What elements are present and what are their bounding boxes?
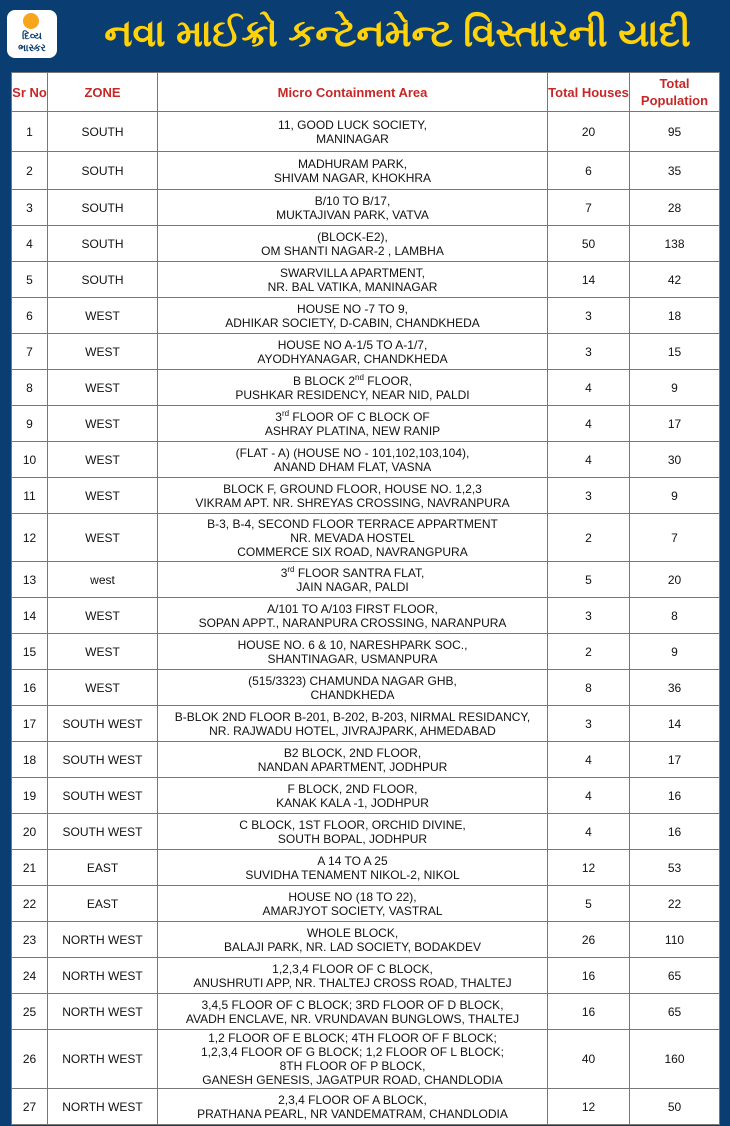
area-line: NANDAN APARTMENT, JODHPUR — [257, 759, 448, 774]
area-line: MUKTAJIVAN PARK, VATVA — [276, 207, 429, 222]
area-line: (BLOCK-E2), — [317, 229, 388, 244]
cell-total-houses: 3 — [548, 334, 630, 370]
cell-area — [158, 634, 548, 670]
cell-area — [158, 370, 548, 406]
table-row — [12, 706, 720, 742]
cell-total-houses: 4 — [548, 370, 630, 406]
column-header-total-houses: Total Houses — [548, 73, 630, 112]
cell-area — [158, 670, 548, 706]
cell-total-population: 28 — [630, 190, 720, 226]
area-line: AVADH ENCLAVE, NR. VRUNDAVAN BUNGLOWS, THALTEJ — [185, 1011, 520, 1026]
cell-total-population: 17 — [630, 742, 720, 778]
cell-total-population: 35 — [630, 152, 720, 190]
area-line: (515/3323) CHAMUNDA NAGAR GHB, — [248, 673, 457, 688]
cell-sr-no: 11 — [12, 478, 48, 514]
cell-area — [158, 334, 548, 370]
area-line: NR. RAJWADU HOTEL, JIVRAJPARK, AHMEDABAD — [209, 723, 496, 738]
cell-area — [158, 994, 548, 1030]
cell-total-population: 17 — [630, 406, 720, 442]
area-line: SHIVAM NAGAR, KHOKHRA — [273, 170, 432, 185]
area-line: GANESH GENESIS, JAGATPUR ROAD, CHANDLODIA — [202, 1073, 503, 1087]
cell-zone: WEST — [48, 514, 158, 562]
area-line: F BLOCK, 2ND FLOOR, — [287, 781, 418, 796]
area-line: B-BLOK 2ND FLOOR B-201, B-202, B-203, NIRMAL RESIDANCY, — [174, 709, 531, 724]
cell-zone: NORTH WEST — [48, 994, 158, 1030]
cell-sr-no: 19 — [12, 778, 48, 814]
cell-sr-no: 18 — [12, 742, 48, 778]
table-row — [12, 598, 720, 634]
cell-sr-no: 23 — [12, 922, 48, 958]
area-line: COMMERCE SIX ROAD, NAVRANGPURA — [237, 544, 468, 559]
cell-total-houses: 4 — [548, 742, 630, 778]
cell-area — [158, 112, 548, 152]
table-row — [12, 112, 720, 152]
cell-sr-no: 16 — [12, 670, 48, 706]
cell-area — [158, 742, 548, 778]
table-row — [12, 778, 720, 814]
column-header-sr-no: Sr No — [12, 73, 48, 112]
table-row — [12, 190, 720, 226]
table-row — [12, 370, 720, 406]
cell-zone: WEST — [48, 598, 158, 634]
cell-area — [158, 262, 548, 298]
area-line: AYODHYANAGAR, CHANDKHEDA — [257, 351, 448, 366]
area-line: 3rd FLOOR OF C BLOCK OF — [275, 408, 430, 424]
cell-zone: west — [48, 562, 158, 598]
table-row — [12, 298, 720, 334]
cell-sr-no: 14 — [12, 598, 48, 634]
cell-area — [158, 1030, 548, 1089]
cell-total-houses: 8 — [548, 670, 630, 706]
area-line: (FLAT - A) (HOUSE NO - 101,102,103,104), — [235, 445, 470, 460]
cell-area — [158, 406, 548, 442]
area-line: 8TH FLOOR OF P BLOCK, — [279, 1059, 426, 1073]
table-row — [12, 478, 720, 514]
cell-total-population: 65 — [630, 958, 720, 994]
table-row — [12, 226, 720, 262]
table-row — [12, 152, 720, 190]
cell-total-population: 22 — [630, 886, 720, 922]
cell-area — [158, 226, 548, 262]
area-line: B-3, B-4, SECOND FLOOR TERRACE APPARTMENT — [207, 516, 498, 531]
cell-zone: SOUTH — [48, 190, 158, 226]
logo-text-top: દિવ્ય — [22, 31, 42, 42]
area-line: ANAND DHAM FLAT, VASNA — [273, 459, 432, 474]
cell-zone: SOUTH — [48, 152, 158, 190]
cell-sr-no: 2 — [12, 152, 48, 190]
area-line: SHANTINAGAR, USMANPURA — [267, 651, 438, 666]
cell-zone: WEST — [48, 442, 158, 478]
cell-total-population: 9 — [630, 634, 720, 670]
divya-bhaskar-logo — [7, 10, 57, 58]
table-row — [12, 334, 720, 370]
cell-total-houses: 4 — [548, 814, 630, 850]
cell-zone: SOUTH WEST — [48, 742, 158, 778]
cell-area — [158, 190, 548, 226]
area-line: HOUSE NO -7 TO 9, — [297, 301, 408, 316]
sun-icon — [23, 13, 39, 29]
area-line: JAIN NAGAR, PALDI — [296, 579, 409, 594]
area-line: NR. MEVADA HOSTEL — [290, 530, 415, 545]
cell-area — [158, 850, 548, 886]
column-header-total-population: Total Population — [630, 73, 720, 112]
area-line: PUSHKAR RESIDENCY, NEAR NID, PALDI — [235, 387, 470, 402]
cell-total-houses: 16 — [548, 958, 630, 994]
cell-zone: NORTH WEST — [48, 1089, 158, 1125]
area-line: AMARJYOT SOCIETY, VASTRAL — [262, 903, 443, 918]
cell-total-population: 15 — [630, 334, 720, 370]
cell-zone: EAST — [48, 850, 158, 886]
table-row — [12, 958, 720, 994]
table-row — [12, 994, 720, 1030]
logo-text-bottom: ભાસ્કર — [18, 43, 46, 54]
cell-area — [158, 514, 548, 562]
cell-sr-no: 24 — [12, 958, 48, 994]
cell-total-population: 7 — [630, 514, 720, 562]
cell-total-population: 30 — [630, 442, 720, 478]
area-line: HOUSE NO (18 TO 22), — [288, 889, 417, 904]
cell-sr-no: 26 — [12, 1030, 48, 1089]
cell-zone: SOUTH — [48, 262, 158, 298]
column-header-zone: ZONE — [48, 73, 158, 112]
cell-area — [158, 478, 548, 514]
cell-sr-no: 1 — [12, 112, 48, 152]
area-line: A 14 TO A 25 — [317, 853, 388, 868]
cell-zone: NORTH WEST — [48, 922, 158, 958]
area-line: BLOCK F, GROUND FLOOR, HOUSE NO. 1,2,3 — [223, 481, 482, 496]
area-line: SOUTH BOPAL, JODHPUR — [277, 831, 428, 846]
cell-area — [158, 922, 548, 958]
cell-total-houses: 3 — [548, 706, 630, 742]
cell-total-population: 18 — [630, 298, 720, 334]
cell-area — [158, 706, 548, 742]
area-line: HOUSE NO A-1/5 TO A-1/7, — [277, 337, 428, 352]
page-title: નવા માઈક્રો કન્ટેનમેન્ટ વિસ્તારની યાદી — [104, 13, 691, 55]
cell-sr-no: 12 — [12, 514, 48, 562]
area-line: ASHRAY PLATINA, NEW RANIP — [264, 423, 441, 438]
cell-total-houses: 3 — [548, 478, 630, 514]
area-line: BALAJI PARK, NR. LAD SOCIETY, BODAKDEV — [224, 939, 481, 954]
cell-total-houses: 40 — [548, 1030, 630, 1089]
cell-zone: WEST — [48, 670, 158, 706]
cell-total-population: 42 — [630, 262, 720, 298]
cell-area — [158, 958, 548, 994]
area-line: A/101 TO A/103 FIRST FLOOR, — [267, 601, 438, 616]
cell-zone: SOUTH — [48, 226, 158, 262]
cell-total-houses: 50 — [548, 226, 630, 262]
cell-sr-no: 21 — [12, 850, 48, 886]
cell-area — [158, 886, 548, 922]
table-row — [12, 742, 720, 778]
header-bar — [0, 0, 730, 68]
area-line: C BLOCK, 1ST FLOOR, ORCHID DIVINE, — [239, 817, 466, 832]
area-line: 3rd FLOOR SANTRA FLAT, — [280, 564, 425, 580]
table-row — [12, 850, 720, 886]
table-row — [12, 670, 720, 706]
cell-area — [158, 814, 548, 850]
cell-total-houses: 5 — [548, 886, 630, 922]
table-row — [12, 406, 720, 442]
cell-total-houses: 5 — [548, 562, 630, 598]
cell-total-houses: 4 — [548, 406, 630, 442]
cell-total-houses: 2 — [548, 514, 630, 562]
cell-sr-no: 6 — [12, 298, 48, 334]
area-line: VIKRAM APT. NR. SHREYAS CROSSING, NAVRANPURA — [195, 495, 510, 510]
cell-zone: EAST — [48, 886, 158, 922]
area-line: NR. BAL VATIKA, MANINAGAR — [267, 279, 438, 294]
table-row — [12, 262, 720, 298]
cell-area — [158, 1089, 548, 1125]
table-row — [12, 814, 720, 850]
area-line: 1,2,3,4 FLOOR OF C BLOCK, — [272, 961, 433, 976]
cell-total-population: 8 — [630, 598, 720, 634]
cell-zone: WEST — [48, 478, 158, 514]
table-row — [12, 634, 720, 670]
area-line: MANINAGAR — [316, 131, 389, 146]
cell-sr-no: 8 — [12, 370, 48, 406]
cell-total-population: 20 — [630, 562, 720, 598]
cell-zone: WEST — [48, 634, 158, 670]
cell-sr-no: 7 — [12, 334, 48, 370]
cell-sr-no: 15 — [12, 634, 48, 670]
cell-zone: SOUTH WEST — [48, 814, 158, 850]
area-line: ANUSHRUTI APP, NR. THALTEJ CROSS ROAD, THALTEJ — [193, 975, 512, 990]
cell-total-population: 95 — [630, 112, 720, 152]
containment-table-container — [11, 72, 719, 1125]
cell-zone: SOUTH WEST — [48, 706, 158, 742]
table-row — [12, 514, 720, 562]
cell-total-population: 16 — [630, 778, 720, 814]
cell-sr-no: 10 — [12, 442, 48, 478]
cell-sr-no: 4 — [12, 226, 48, 262]
cell-sr-no: 13 — [12, 562, 48, 598]
cell-total-houses: 26 — [548, 922, 630, 958]
table-row — [12, 1030, 720, 1089]
column-header-area: Micro Containment Area — [158, 73, 548, 112]
cell-area — [158, 778, 548, 814]
cell-total-population: 16 — [630, 814, 720, 850]
cell-total-houses: 14 — [548, 262, 630, 298]
cell-total-houses: 4 — [548, 778, 630, 814]
cell-area — [158, 598, 548, 634]
cell-area — [158, 298, 548, 334]
area-line: WHOLE BLOCK, — [306, 925, 399, 940]
cell-total-population: 160 — [630, 1030, 720, 1089]
area-line: B BLOCK 2nd FLOOR, — [293, 372, 412, 388]
cell-zone: SOUTH WEST — [48, 778, 158, 814]
area-line: MADHURAM PARK, — [297, 156, 408, 171]
cell-area — [158, 562, 548, 598]
table-body — [12, 112, 720, 1125]
table-row — [12, 886, 720, 922]
cell-sr-no: 22 — [12, 886, 48, 922]
cell-sr-no: 25 — [12, 994, 48, 1030]
table-row — [12, 922, 720, 958]
area-line: KANAK KALA -1, JODHPUR — [276, 795, 429, 810]
cell-zone: NORTH WEST — [48, 1030, 158, 1089]
cell-total-houses: 2 — [548, 634, 630, 670]
area-line: HOUSE NO. 6 & 10, NARESHPARK SOC., — [237, 637, 468, 652]
cell-sr-no: 17 — [12, 706, 48, 742]
cell-sr-no: 3 — [12, 190, 48, 226]
table-header-row — [12, 73, 720, 112]
cell-total-houses: 4 — [548, 442, 630, 478]
area-line: B/10 TO B/17, — [314, 193, 391, 208]
cell-total-population: 50 — [630, 1089, 720, 1125]
cell-total-population: 65 — [630, 994, 720, 1030]
area-line: 2,3,4 FLOOR OF A BLOCK, — [278, 1092, 427, 1107]
cell-zone: SOUTH — [48, 112, 158, 152]
cell-area — [158, 442, 548, 478]
cell-total-houses: 3 — [548, 598, 630, 634]
table-row — [12, 1089, 720, 1125]
cell-total-houses: 20 — [548, 112, 630, 152]
cell-total-houses: 16 — [548, 994, 630, 1030]
cell-total-houses: 3 — [548, 298, 630, 334]
containment-table — [11, 72, 720, 1125]
area-line: SWARVILLA APARTMENT, — [280, 265, 425, 280]
cell-sr-no: 5 — [12, 262, 48, 298]
cell-total-houses: 12 — [548, 1089, 630, 1125]
area-line: SUVIDHA TENAMENT NIKOL-2, NIKOL — [245, 867, 460, 882]
cell-zone: WEST — [48, 334, 158, 370]
cell-total-houses: 6 — [548, 152, 630, 190]
cell-sr-no: 27 — [12, 1089, 48, 1125]
table-row — [12, 442, 720, 478]
area-line: ADHIKAR SOCIETY, D-CABIN, CHANDKHEDA — [225, 315, 480, 330]
cell-sr-no: 9 — [12, 406, 48, 442]
area-line: PRATHANA PEARL, NR VANDEMATRAM, CHANDLODIA — [197, 1106, 508, 1121]
area-line: 3,4,5 FLOOR OF C BLOCK; 3RD FLOOR OF D BLOCK, — [201, 997, 504, 1012]
cell-zone: NORTH WEST — [48, 958, 158, 994]
area-line: OM SHANTI NAGAR-2 , LAMBHA — [261, 243, 444, 258]
cell-total-population: 9 — [630, 370, 720, 406]
cell-total-population: 53 — [630, 850, 720, 886]
cell-total-population: 14 — [630, 706, 720, 742]
area-line: CHANDKHEDA — [310, 687, 395, 702]
cell-total-population: 138 — [630, 226, 720, 262]
cell-total-population: 36 — [630, 670, 720, 706]
cell-total-houses: 7 — [548, 190, 630, 226]
cell-sr-no: 20 — [12, 814, 48, 850]
cell-area — [158, 152, 548, 190]
cell-total-population: 110 — [630, 922, 720, 958]
cell-total-population: 9 — [630, 478, 720, 514]
area-line: B2 BLOCK, 2ND FLOOR, — [283, 745, 422, 760]
area-line: 1,2,3,4 FLOOR OF G BLOCK; 1,2 FLOOR OF L BLOCK; — [201, 1045, 504, 1059]
area-line: 11, GOOD LUCK SOCIETY, — [278, 117, 427, 132]
area-line: SOPAN APPT., NARANPURA CROSSING, NARANPURA — [198, 615, 507, 630]
cell-total-houses: 12 — [548, 850, 630, 886]
cell-zone: WEST — [48, 298, 158, 334]
area-line: 1,2 FLOOR OF E BLOCK; 4TH FLOOR OF F BLOCK; — [208, 1031, 497, 1045]
table-row — [12, 562, 720, 598]
cell-zone: WEST — [48, 370, 158, 406]
cell-zone: WEST — [48, 406, 158, 442]
